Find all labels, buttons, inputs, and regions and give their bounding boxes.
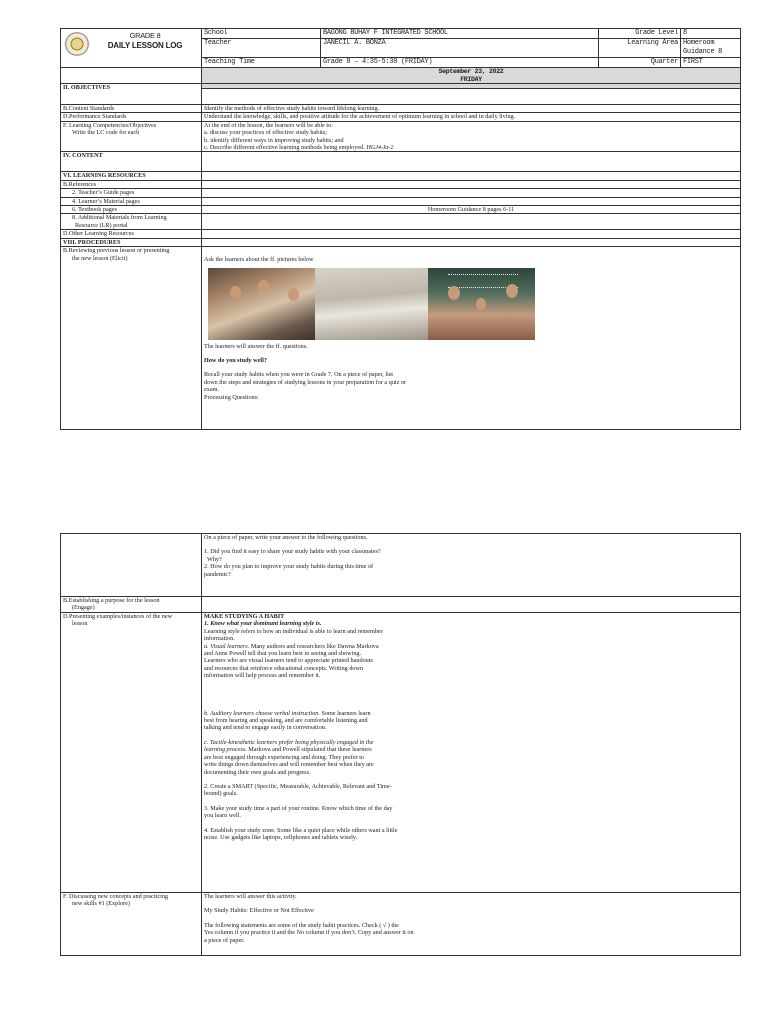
additional-materials-label-b: Resource (LR) portal <box>75 221 128 229</box>
elicit-recall-line: Recall your study habits when you were in Grade 7. On a piece of paper, list <box>204 371 393 379</box>
reviewing-label-a: B.Reviewing previous lesson or presenting <box>63 247 170 255</box>
visual-lead: a. Visual learners. <box>204 642 250 650</box>
explore-line: The following statements are some of the study habit practices. Check ( √ ) the <box>204 921 399 929</box>
textbook-pages-cell <box>61 206 202 214</box>
lesson-date: September 23, 2022 <box>438 68 504 75</box>
question-1b: Why? <box>207 555 222 563</box>
school-seal-icon <box>64 32 90 56</box>
explore-answer: The learners will answer this activity. <box>204 893 297 900</box>
header-table <box>60 28 741 89</box>
references-label: B.References <box>61 180 202 188</box>
question-1a: 1. Did you find it easy to share your study habits with your classmates? <box>204 548 381 556</box>
references-empty <box>202 180 741 188</box>
explore-line: Yes column if you practice it and the No column if you don’t. Copy and answer it on <box>204 929 414 937</box>
elicit-recall-line: down the steps and strategies of studying lessons in your preparation for a quiz or <box>204 378 407 386</box>
content-standards-value: Identify the methods of effective study habits toward lifelong learning. <box>202 105 741 113</box>
school-label: School <box>202 29 321 39</box>
auditory-lead: b. Auditory learners choose verbal instruction. <box>204 709 320 717</box>
grade-level-label: Grade Level <box>599 29 681 39</box>
competency-line-c-text: c. Describe different effective learning methods being employed. <box>204 144 365 152</box>
content-empty <box>202 152 741 172</box>
engage-empty <box>202 597 741 613</box>
content-heading: IV. CONTENT <box>61 152 202 172</box>
style-line: information. <box>204 635 235 643</box>
teaching-time-value: Grade 8 – 4:35-5:30 (FRIDAY) <box>321 58 599 68</box>
visual-line-1-text: Many authors and researchers like Dawna Markova <box>249 642 379 650</box>
competencies-cell <box>202 121 741 152</box>
tactile-line: documenting their own goals and progress. <box>204 768 311 776</box>
header-logo-cell <box>61 29 202 68</box>
visual-line: and resources that reinforce educational concepts. Writing down <box>204 664 364 672</box>
procedures-empty <box>202 238 741 246</box>
grade-level-value: 8 <box>681 29 741 39</box>
competencies-label-cell <box>61 121 202 152</box>
quarter-label: Quarter <box>599 58 681 68</box>
explore-title: My Study Habits: Effective or Not Effective <box>204 907 314 915</box>
content-standards-label: B.Content Standards <box>61 105 202 113</box>
competencies-label: F. Learning Competencies/Objectives <box>63 121 157 129</box>
reviewing-label-b: the new lesson (Elicit) <box>72 254 128 262</box>
explore-label-b: new skills #1 (Explore) <box>72 900 130 908</box>
routine-b: you learn well. <box>204 812 241 820</box>
smart-b: bound) goals. <box>204 790 238 798</box>
continue-intro: On a piece of paper, write your answer to the following questions. <box>204 534 368 541</box>
elicit-question: How do you study well? <box>204 356 267 364</box>
visual-line: information will help process and remember it. <box>204 672 321 680</box>
presenting-cell <box>202 613 741 893</box>
parents-helping-child-photo <box>428 268 535 340</box>
processing-questions: Processing Questions: <box>204 393 259 401</box>
competency-line: b. identify different ways in improving study habits; and <box>204 136 344 144</box>
routine-a: 3. Make your study time a part of your routine. Know which time of the day <box>204 804 393 812</box>
other-resources-empty <box>202 230 741 238</box>
competency-line-c <box>204 144 738 151</box>
presenting-label-cell <box>61 613 202 893</box>
habit-title: MAKE STUDYING A HABIT <box>204 613 285 620</box>
engage-label-a: B.Establishing a purpose for the lesson <box>63 597 160 604</box>
smart-a: 2. Create a SMART (Specific, Measurable, Achievable, Relevant and Time- <box>204 782 392 790</box>
elicit-cell <box>202 247 741 430</box>
lesson-day: FRIDAY <box>460 76 482 83</box>
auditory-line-1-text: Some learners learn <box>319 709 371 717</box>
learning-area-value: Homeroom Guidance 8 <box>681 39 741 58</box>
teaching-time-label: Teaching Time <box>202 58 321 68</box>
tg-pages-empty <box>202 189 741 197</box>
tactile-line-1 <box>204 746 738 753</box>
continue-label-empty <box>61 534 202 597</box>
textbook-pages-label: 6. Textbook pages <box>72 206 117 214</box>
explore-cell <box>202 893 741 956</box>
performance-standards-value: Understand the knowledge, skills, and positive attitude for the achievement of optimum learning in school and in daily living. <box>202 113 741 121</box>
visual-line: and Anne Powell tell that you learn best in seeing and showing. <box>204 650 362 658</box>
tactile-line: write things down themselves and will remember best when they are <box>204 761 374 769</box>
performance-standards-label: D.Performance Standards <box>61 113 202 121</box>
explore-label-cell <box>61 893 202 956</box>
competency-line: At the end of the lesson, the learners will be able to: <box>204 121 333 129</box>
auditory-line: talking and tend to engage easily in conversation. <box>204 724 327 732</box>
style-line: Learning style refers to how an individual is able to learn and remember <box>204 627 383 635</box>
textbook-pages-value: Homeroom Guidance 8 pages 6-11 <box>202 206 741 214</box>
grade-title: GRADE 8 <box>129 31 161 40</box>
quarter-value: FIRST <box>681 58 741 68</box>
engage-label-b: (Engage) <box>72 604 95 612</box>
lm-pages-cell <box>61 197 202 205</box>
elicit-recall-line: exam. <box>204 386 219 394</box>
teacher-label: Teacher <box>202 39 321 58</box>
habit-1: 1. Know what your dominant learning style is. <box>204 620 322 628</box>
explore-line: a piece of paper. <box>204 936 245 944</box>
question-2b: pandemic? <box>204 570 231 578</box>
learning-resources-heading: VI. LEARNING RESOURCES <box>61 172 202 180</box>
teacher-value: JANECIL A. BONZA <box>321 39 599 58</box>
question-2a: 2. How do you plan to improve your study habits during this time of <box>204 563 374 571</box>
tactile-lead-b: learning process. <box>204 746 247 754</box>
writing-notes-photo <box>315 268 428 340</box>
competency-line: a. discuss your practices of effective study habits; <box>204 129 327 137</box>
auditory-line: best from hearing and speaking, and are comfortable listening and <box>204 717 368 725</box>
continue-cell <box>202 534 741 597</box>
zone-b: noise. Use gadgets like laptops, cellphones and tablets wisely. <box>204 833 358 841</box>
lesson-table-page1 <box>60 83 741 430</box>
learning-resources-empty <box>202 172 741 180</box>
other-resources-label: D.Other Learning Resources <box>61 230 202 238</box>
tg-pages-cell <box>61 189 202 197</box>
engage-label-cell <box>61 597 202 613</box>
additional-materials-empty <box>202 214 741 230</box>
reviewing-label-cell <box>61 247 202 430</box>
objectives-heading: II. OBJECTIVES <box>61 84 202 105</box>
additional-materials-cell <box>61 214 202 230</box>
additional-materials-label-a: 8. Additional Materials from Learning <box>72 214 167 222</box>
presenting-label-a: D.Presenting examples/instances of the new <box>63 613 173 620</box>
visual-line: Learners who are visual learners tend to appreciate printed handouts <box>204 657 373 665</box>
presenting-label-b: lesson <box>72 620 88 628</box>
tactile-line-1-text: Markova and Powell stipulated that these learners <box>246 746 372 754</box>
tg-pages-label: 2. Teacher’s Guide pages <box>72 189 135 197</box>
learning-area-label: Learning Area <box>599 39 681 58</box>
lesson-table-page2 <box>60 533 741 956</box>
students-studying-photo <box>208 268 315 340</box>
elicit-answer: The learners will answer the ff. questions. <box>204 342 308 350</box>
objectives-empty <box>202 84 741 105</box>
competencies-sub: Write the LC code for each <box>72 129 140 137</box>
elicit-intro: Ask the learners about the ff. pictures below <box>204 256 314 264</box>
school-value: BAGONG BUHAY F INTEGRATED SCHOOL <box>321 29 599 39</box>
explore-label-a: F. Discussing new concepts and practicing <box>63 893 169 900</box>
auditory-line-1 <box>204 710 738 717</box>
lm-pages-empty <box>202 197 741 205</box>
zone-a: 4. Establish your study zone. Some like a quiet place while others want a little <box>204 826 398 834</box>
log-title: DAILY LESSON LOG <box>107 41 183 50</box>
tactile-line: are best engaged through experiencing and doing. They prefer to <box>204 753 365 761</box>
tactile-lead-a: c. Tactile-kinesthetic learners prefer being physically engaged in the <box>204 738 374 746</box>
lm-pages-label: 4. Learner’s Material pages <box>72 197 140 205</box>
procedures-heading: VIII. PROCEDURES <box>61 238 202 246</box>
elicit-pictures <box>204 268 738 340</box>
visual-line-1 <box>204 643 738 650</box>
competency-code: HGJ4-Ia-2 <box>366 144 394 152</box>
